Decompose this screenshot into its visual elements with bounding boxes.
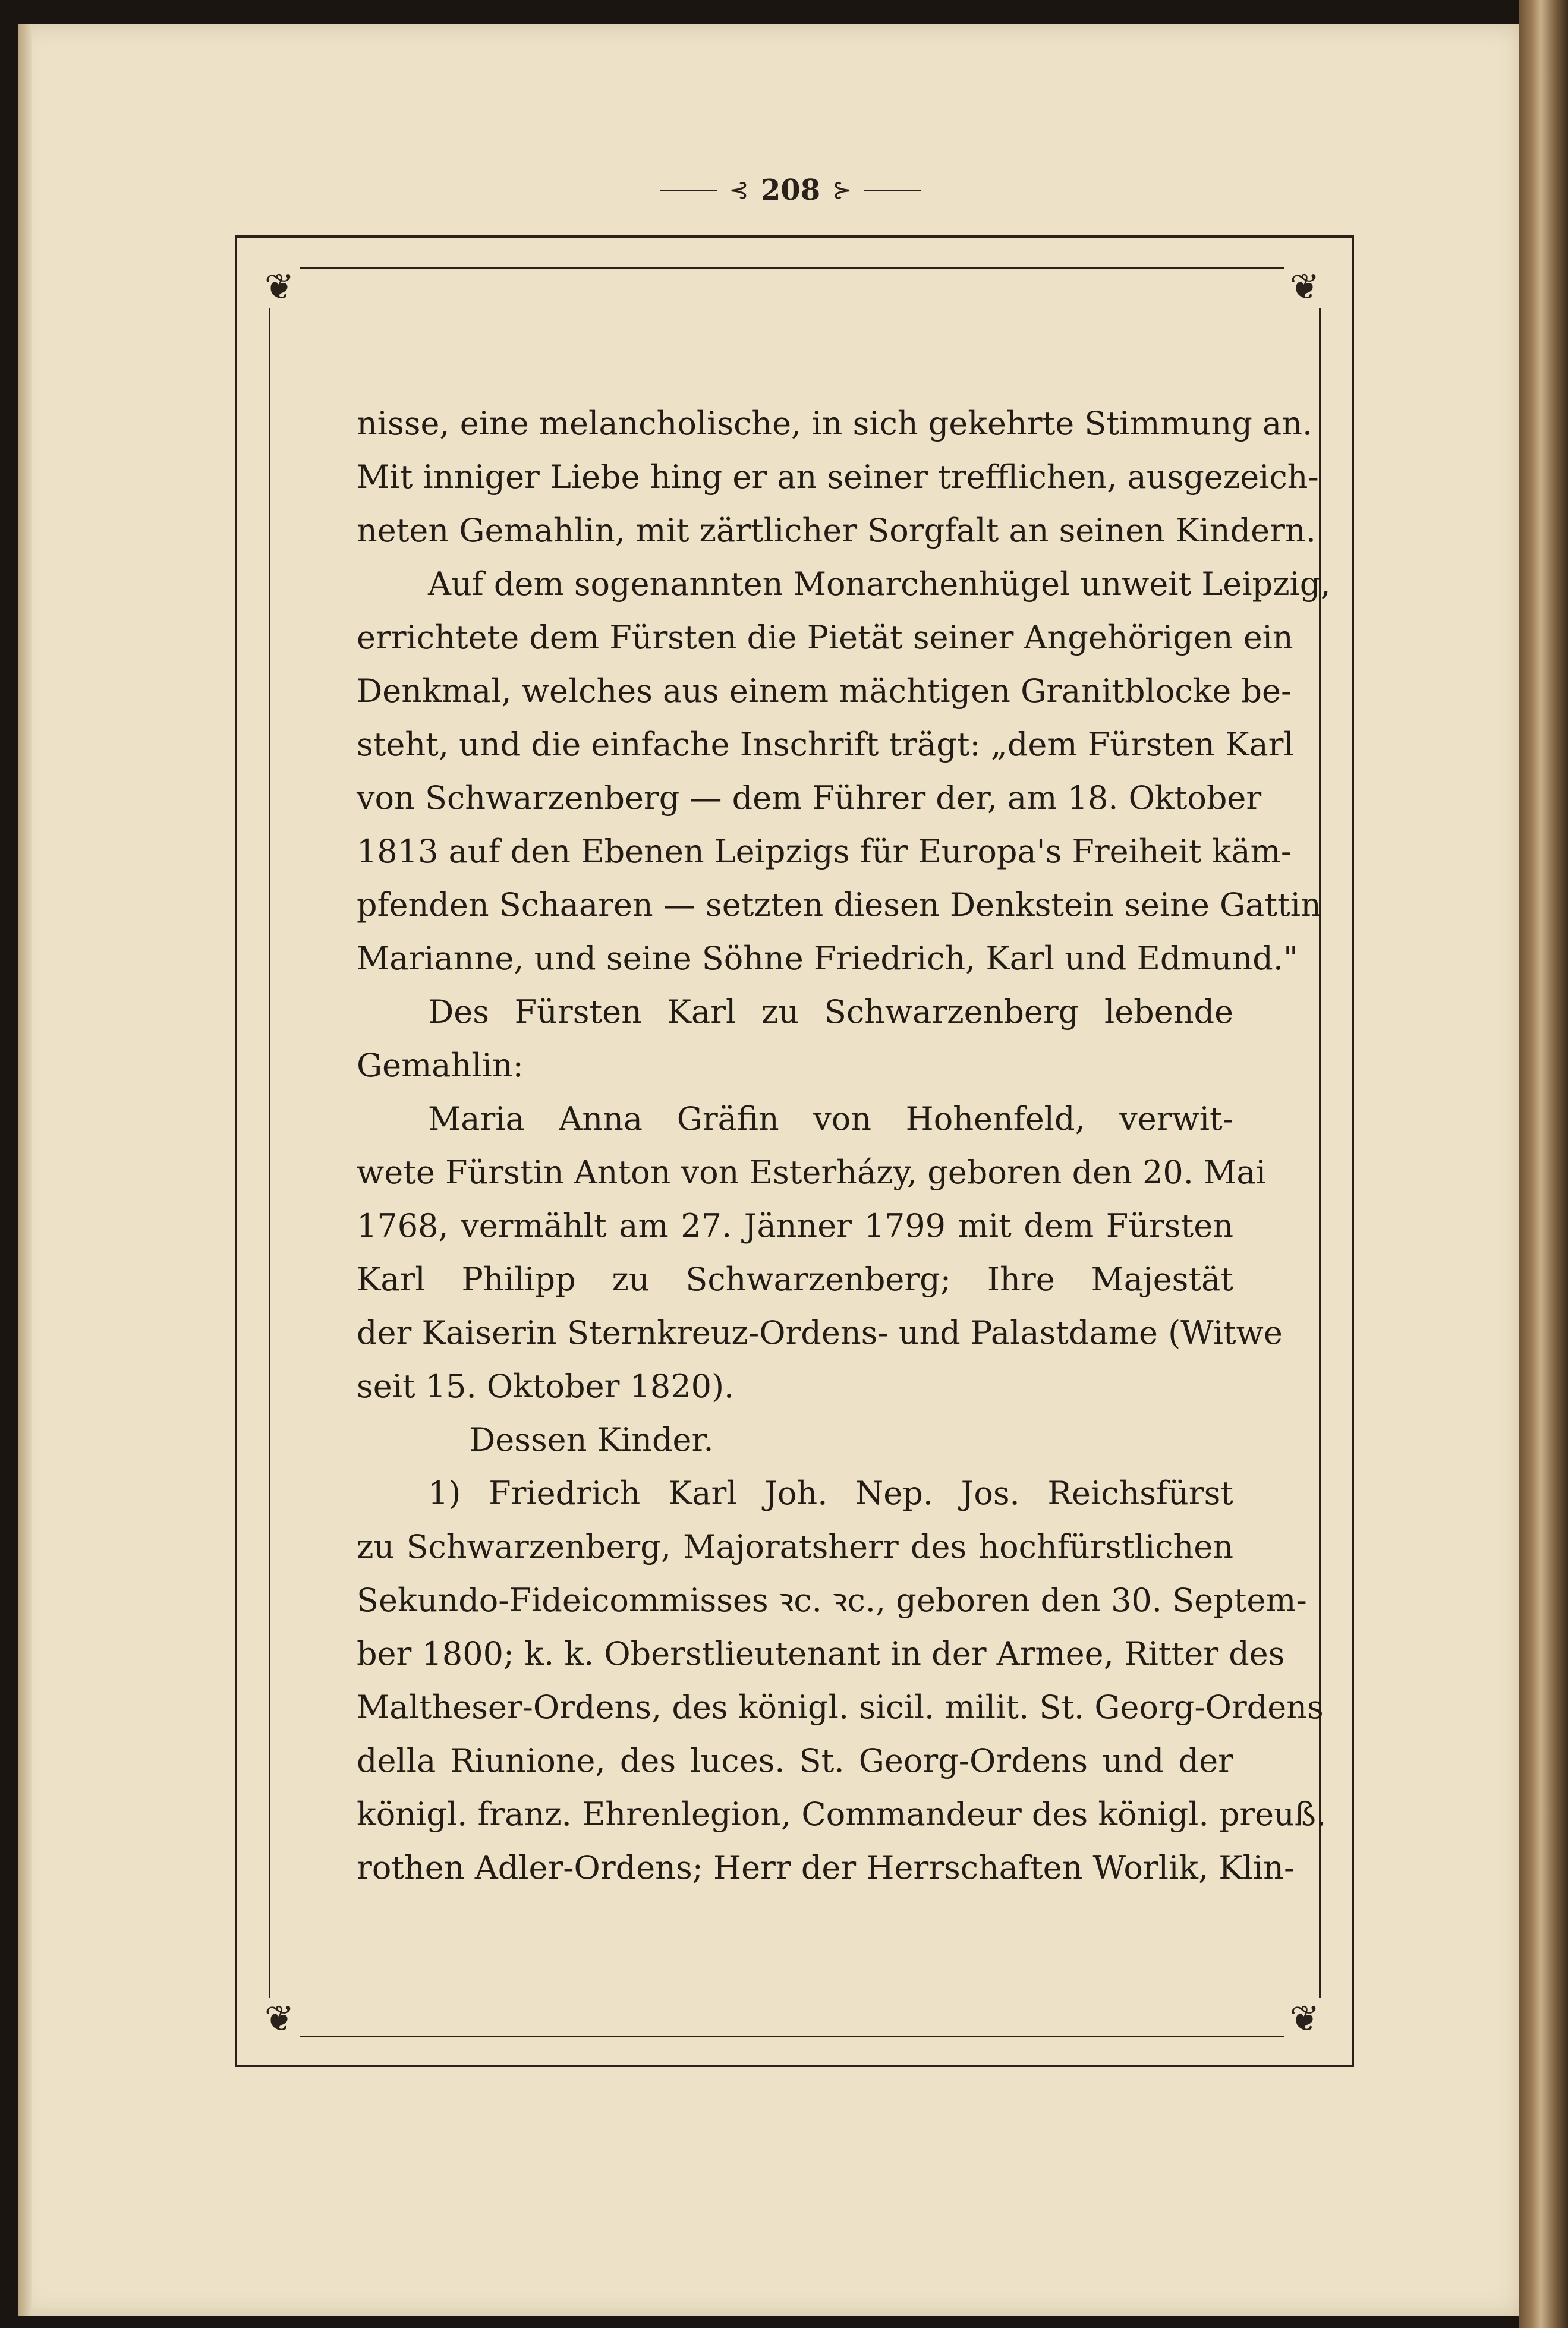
body-text [357, 397, 1331, 1895]
text-line: wete Fürstin Anton von Esterházy, geboren den 20. Mai [357, 1154, 1266, 1191]
text-line: Sekundo-Fideicommisses ꝛc. ꝛc., geboren den 30. Septem- [357, 1582, 1307, 1619]
text-line: Maltheser-Ordens, des königl. sicil. milit. St. Georg-Ordens [357, 1688, 1324, 1726]
text-line: 1) Friedrich Karl Joh. Nep. Jos. Reichsfürst [428, 1475, 1233, 1512]
header-ornament-right-icon: ⊱ [832, 177, 852, 204]
header-ornament-left-icon: ⊰ [729, 177, 749, 204]
text-line: der Kaiserin Sternkreuz-Ordens- und Palastdame (Witwe [357, 1314, 1283, 1352]
text-line: rothen Adler-Ordens; Herr der Herrschaften Worlik, Klin- [357, 1849, 1295, 1886]
header-rule-left [660, 190, 717, 191]
text-line: seit 15. Oktober 1820). [357, 1368, 735, 1405]
text-line: Denkmal, welches aus einem mächtigen Granitblocke be- [357, 672, 1292, 710]
page-edge-stack [1519, 0, 1568, 2328]
page-gutter [18, 24, 32, 2316]
text-line: Karl Philipp zu Schwarzenberg; Ihre Majestät [357, 1261, 1233, 1298]
text-line: zu Schwarzenberg, Majoratsherr des hochfürstlichen [357, 1528, 1233, 1565]
text-line: 1813 auf den Ebenen Leipzigs für Europa's Freiheit käm- [357, 833, 1292, 870]
text-line: ber 1800; k. k. Oberstlieutenant in der Armee, Ritter des [357, 1635, 1285, 1672]
header-rule-right [864, 190, 921, 191]
text-line: nisse, eine melancholische, in sich gekehrte Stimmung an. [357, 405, 1313, 442]
text-line: steht, und die einfache Inschrift trägt: „dem Fürsten Karl [357, 726, 1294, 763]
corner-ornament-top-right-icon: ❦ [1284, 266, 1325, 308]
text-line: Auf dem sogenannten Monarchenhügel unweit Leipzig, [428, 565, 1331, 603]
text-line: 1768, vermählt am 27. Jänner 1799 mit dem Fürsten [357, 1207, 1233, 1245]
corner-ornament-bottom-right-icon: ❦ [1284, 1998, 1325, 2040]
text-line: della Riunione, des luces. St. Georg-Ordens und der [357, 1742, 1233, 1779]
corner-ornament-top-left-icon: ❦ [259, 266, 300, 308]
page-header [612, 169, 969, 211]
text-line: Des Fürsten Karl zu Schwarzenberg lebende [428, 993, 1233, 1031]
text-line: königl. franz. Ehrenlegion, Commandeur des königl. preuß. [357, 1795, 1327, 1833]
text-line: Marianne, und seine Söhne Friedrich, Karl und Edmund." [357, 940, 1298, 977]
text-line: pfenden Schaaren — setzten diesen Denkstein seine Gattin [357, 886, 1321, 924]
text-line: neten Gemahlin, mit zärtlicher Sorgfalt an seinen Kindern. [357, 512, 1316, 549]
text-line: errichtete dem Fürsten die Pietät seiner Angehörigen ein [357, 619, 1293, 656]
text-line: Maria Anna Gräfin von Hohenfeld, verwit- [428, 1100, 1233, 1138]
corner-ornament-bottom-left-icon: ❦ [259, 1998, 300, 2040]
section-heading: Dessen Kinder. [470, 1421, 714, 1458]
page-number: 208 [760, 174, 821, 207]
text-line: Gemahlin: [357, 1047, 524, 1084]
text-line: von Schwarzenberg — dem Führer der, am 18. Oktober [357, 779, 1262, 817]
text-line: Mit inniger Liebe hing er an seiner trefflichen, ausgezeich- [357, 458, 1319, 496]
